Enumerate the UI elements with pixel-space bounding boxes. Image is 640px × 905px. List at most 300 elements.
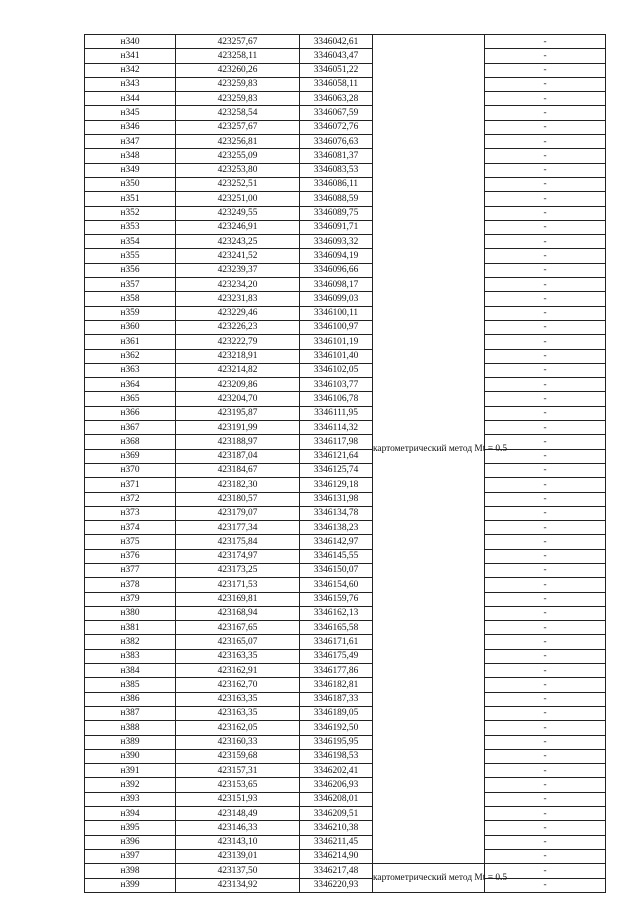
x-coordinate-cell: 423246,91: [176, 220, 300, 234]
table-row: [85, 177, 606, 191]
point-name-cell: н382: [85, 635, 176, 649]
y-coordinate-cell: 3346106,78: [300, 392, 373, 406]
point-name-cell: н349: [85, 163, 176, 177]
table-row: [85, 192, 606, 206]
table-row: [85, 664, 606, 678]
y-coordinate-cell: 3346111,95: [300, 406, 373, 420]
table-row: [85, 320, 606, 334]
point-name-cell: н371: [85, 478, 176, 492]
y-coordinate-cell: 3346214,90: [300, 849, 373, 863]
x-coordinate-cell: 423255,09: [176, 149, 300, 163]
note-cell: -: [485, 177, 606, 191]
y-coordinate-cell: 3346208,01: [300, 792, 373, 806]
x-coordinate-cell: 423134,92: [176, 878, 300, 892]
table-row: [85, 378, 606, 392]
note-cell: -: [485, 35, 606, 49]
x-coordinate-cell: 423253,80: [176, 163, 300, 177]
point-name-cell: н360: [85, 320, 176, 334]
note-cell: -: [485, 77, 606, 91]
table-row: [85, 120, 606, 134]
x-coordinate-cell: 423171,53: [176, 578, 300, 592]
x-coordinate-cell: 423163,35: [176, 706, 300, 720]
note-cell: -: [485, 835, 606, 849]
point-name-cell: н363: [85, 363, 176, 377]
point-name-cell: н399: [85, 878, 176, 892]
note-cell: -: [485, 421, 606, 435]
point-name-cell: н341: [85, 49, 176, 63]
point-name-cell: н376: [85, 549, 176, 563]
note-cell: -: [485, 406, 606, 420]
table-row: [85, 363, 606, 377]
table-row: [85, 406, 606, 420]
y-coordinate-cell: 3346102,05: [300, 363, 373, 377]
x-coordinate-cell: 423251,00: [176, 192, 300, 206]
x-coordinate-cell: 423160,33: [176, 735, 300, 749]
note-cell: -: [485, 521, 606, 535]
x-coordinate-cell: 423163,35: [176, 692, 300, 706]
y-coordinate-cell: 3346220,93: [300, 878, 373, 892]
x-coordinate-cell: 423175,84: [176, 535, 300, 549]
note-cell: -: [485, 621, 606, 635]
note-cell: -: [485, 92, 606, 106]
x-coordinate-cell: 423260,26: [176, 63, 300, 77]
table-row: [85, 721, 606, 735]
note-cell: -: [485, 635, 606, 649]
note-cell: -: [485, 807, 606, 821]
note-cell: -: [485, 163, 606, 177]
table-row: [85, 492, 606, 506]
coordinates-table-body: [85, 35, 606, 893]
table-row: [85, 635, 606, 649]
note-cell: -: [485, 292, 606, 306]
point-name-cell: н384: [85, 664, 176, 678]
y-coordinate-cell: 3346192,50: [300, 721, 373, 735]
note-cell: -: [485, 778, 606, 792]
x-coordinate-cell: 423168,94: [176, 606, 300, 620]
y-coordinate-cell: 3346099,03: [300, 292, 373, 306]
note-cell: -: [485, 792, 606, 806]
table-row: [85, 63, 606, 77]
y-coordinate-cell: 3346162,13: [300, 606, 373, 620]
note-cell: -: [485, 249, 606, 263]
table-row: [85, 592, 606, 606]
point-name-cell: н374: [85, 521, 176, 535]
table-row: [85, 92, 606, 106]
point-name-cell: н388: [85, 721, 176, 735]
note-cell: -: [485, 478, 606, 492]
y-coordinate-cell: 3346165,58: [300, 621, 373, 635]
y-coordinate-cell: 3346206,93: [300, 778, 373, 792]
note-cell: -: [485, 749, 606, 763]
y-coordinate-cell: 3346103,77: [300, 378, 373, 392]
y-coordinate-cell: 3346211,45: [300, 835, 373, 849]
point-name-cell: н378: [85, 578, 176, 592]
y-coordinate-cell: 3346117,98: [300, 435, 373, 449]
y-coordinate-cell: 3346210,38: [300, 821, 373, 835]
note-cell: -: [485, 106, 606, 120]
table-row: [85, 535, 606, 549]
note-cell: -: [485, 263, 606, 277]
y-coordinate-cell: 3346101,19: [300, 335, 373, 349]
note-cell: -: [485, 63, 606, 77]
x-coordinate-cell: 423146,33: [176, 821, 300, 835]
point-name-cell: н380: [85, 606, 176, 620]
y-coordinate-cell: 3346043,47: [300, 49, 373, 63]
x-coordinate-cell: 423191,99: [176, 421, 300, 435]
x-coordinate-cell: 423243,25: [176, 235, 300, 249]
y-coordinate-cell: 3346182,81: [300, 678, 373, 692]
x-coordinate-cell: 423239,37: [176, 263, 300, 277]
point-name-cell: н359: [85, 306, 176, 320]
y-coordinate-cell: 3346187,33: [300, 692, 373, 706]
note-cell: -: [485, 192, 606, 206]
note-cell: -: [485, 449, 606, 463]
table-row: [85, 549, 606, 563]
table-row: [85, 292, 606, 306]
point-name-cell: н370: [85, 463, 176, 477]
point-name-cell: н375: [85, 535, 176, 549]
x-coordinate-cell: 423257,67: [176, 120, 300, 134]
note-cell: -: [485, 335, 606, 349]
y-coordinate-cell: 3346076,63: [300, 135, 373, 149]
point-name-cell: н392: [85, 778, 176, 792]
note-cell: -: [485, 463, 606, 477]
y-coordinate-cell: 3346083,53: [300, 163, 373, 177]
y-coordinate-cell: 3346093,32: [300, 235, 373, 249]
point-name-cell: н345: [85, 106, 176, 120]
point-name-cell: н346: [85, 120, 176, 134]
x-coordinate-cell: 423173,25: [176, 563, 300, 577]
x-coordinate-cell: 423179,07: [176, 506, 300, 520]
table-row: [85, 306, 606, 320]
point-name-cell: н344: [85, 92, 176, 106]
y-coordinate-cell: 3346217,48: [300, 864, 373, 878]
table-row: [85, 49, 606, 63]
table-row: [85, 335, 606, 349]
note-cell: -: [485, 735, 606, 749]
point-name-cell: н367: [85, 421, 176, 435]
x-coordinate-cell: 423234,20: [176, 278, 300, 292]
y-coordinate-cell: 3346131,98: [300, 492, 373, 506]
x-coordinate-cell: 423259,83: [176, 92, 300, 106]
point-name-cell: н357: [85, 278, 176, 292]
table-row: [85, 792, 606, 806]
note-cell: -: [485, 206, 606, 220]
y-coordinate-cell: 3346067,59: [300, 106, 373, 120]
point-name-cell: н356: [85, 263, 176, 277]
table-row: [85, 421, 606, 435]
x-coordinate-cell: 423165,07: [176, 635, 300, 649]
x-coordinate-cell: 423167,65: [176, 621, 300, 635]
point-name-cell: н383: [85, 649, 176, 663]
table-row: [85, 392, 606, 406]
table-row: [85, 563, 606, 577]
y-coordinate-cell: 3346089,75: [300, 206, 373, 220]
table-row: [85, 149, 606, 163]
note-cell: -: [485, 535, 606, 549]
point-name-cell: н396: [85, 835, 176, 849]
table-row: [85, 807, 606, 821]
table-row: [85, 106, 606, 120]
note-cell: -: [485, 849, 606, 863]
table-row: [85, 206, 606, 220]
table-row: [85, 463, 606, 477]
table-row: [85, 764, 606, 778]
x-coordinate-cell: 423259,83: [176, 77, 300, 91]
note-cell: -: [485, 492, 606, 506]
table-row: [85, 263, 606, 277]
note-cell: -: [485, 649, 606, 663]
table-row: [85, 506, 606, 520]
note-cell: -: [485, 592, 606, 606]
note-cell: -: [485, 306, 606, 320]
x-coordinate-cell: 423139,01: [176, 849, 300, 863]
point-name-cell: н368: [85, 435, 176, 449]
point-name-cell: н361: [85, 335, 176, 349]
point-name-cell: н398: [85, 864, 176, 878]
x-coordinate-cell: 423249,55: [176, 206, 300, 220]
y-coordinate-cell: 3346209,51: [300, 807, 373, 821]
y-coordinate-cell: 3346114,32: [300, 421, 373, 435]
note-cell: -: [485, 378, 606, 392]
note-cell: -: [485, 721, 606, 735]
point-name-cell: н350: [85, 177, 176, 191]
point-name-cell: н397: [85, 849, 176, 863]
note-cell: -: [485, 363, 606, 377]
y-coordinate-cell: 3346091,71: [300, 220, 373, 234]
x-coordinate-cell: 423162,05: [176, 721, 300, 735]
table-row: [85, 235, 606, 249]
table-row: [85, 692, 606, 706]
note-cell: -: [485, 764, 606, 778]
x-coordinate-cell: 423182,30: [176, 478, 300, 492]
y-coordinate-cell: 3346086,11: [300, 177, 373, 191]
note-cell: -: [485, 578, 606, 592]
x-coordinate-cell: 423188,97: [176, 435, 300, 449]
x-coordinate-cell: 423177,34: [176, 521, 300, 535]
note-cell: -: [485, 864, 606, 878]
y-coordinate-cell: 3346072,76: [300, 120, 373, 134]
x-coordinate-cell: 423229,46: [176, 306, 300, 320]
point-name-cell: н385: [85, 678, 176, 692]
y-coordinate-cell: 3346142,97: [300, 535, 373, 549]
x-coordinate-cell: 423137,50: [176, 864, 300, 878]
y-coordinate-cell: 3346198,53: [300, 749, 373, 763]
note-cell: -: [485, 120, 606, 134]
table-row: [85, 621, 606, 635]
table-row: [85, 706, 606, 720]
table-row: [85, 878, 606, 892]
table-row: [85, 578, 606, 592]
table-row: [85, 278, 606, 292]
point-name-cell: н381: [85, 621, 176, 635]
y-coordinate-cell: 3346042,61: [300, 35, 373, 49]
note-cell: -: [485, 821, 606, 835]
x-coordinate-cell: 423180,57: [176, 492, 300, 506]
y-coordinate-cell: 3346159,76: [300, 592, 373, 606]
point-name-cell: н354: [85, 235, 176, 249]
y-coordinate-cell: 3346177,86: [300, 664, 373, 678]
x-coordinate-cell: 423148,49: [176, 807, 300, 821]
point-name-cell: н348: [85, 149, 176, 163]
x-coordinate-cell: 423214,82: [176, 363, 300, 377]
y-coordinate-cell: 3346100,11: [300, 306, 373, 320]
point-name-cell: н386: [85, 692, 176, 706]
y-coordinate-cell: 3346150,07: [300, 563, 373, 577]
x-coordinate-cell: 423204,70: [176, 392, 300, 406]
note-cell: -: [485, 135, 606, 149]
x-coordinate-cell: 423187,04: [176, 449, 300, 463]
x-coordinate-cell: 423257,67: [176, 35, 300, 49]
y-coordinate-cell: 3346088,59: [300, 192, 373, 206]
x-coordinate-cell: 423143,10: [176, 835, 300, 849]
point-name-cell: н342: [85, 63, 176, 77]
table-row: [85, 163, 606, 177]
note-cell: -: [485, 563, 606, 577]
y-coordinate-cell: 3346202,41: [300, 764, 373, 778]
table-row: [85, 521, 606, 535]
table-row: [85, 77, 606, 91]
note-cell: -: [485, 149, 606, 163]
y-coordinate-cell: 3346129,18: [300, 478, 373, 492]
note-cell: -: [485, 235, 606, 249]
y-coordinate-cell: 3346189,05: [300, 706, 373, 720]
point-name-cell: н364: [85, 378, 176, 392]
x-coordinate-cell: 423195,87: [176, 406, 300, 420]
x-coordinate-cell: 423163,35: [176, 649, 300, 663]
note-cell: -: [485, 606, 606, 620]
y-coordinate-cell: 3346154,60: [300, 578, 373, 592]
x-coordinate-cell: 423162,91: [176, 664, 300, 678]
note-cell: -: [485, 49, 606, 63]
point-name-cell: н355: [85, 249, 176, 263]
y-coordinate-cell: 3346100,97: [300, 320, 373, 334]
y-coordinate-cell: 3346101,40: [300, 349, 373, 363]
point-name-cell: н343: [85, 77, 176, 91]
table-row: [85, 220, 606, 234]
note-cell: -: [485, 392, 606, 406]
x-coordinate-cell: 423222,79: [176, 335, 300, 349]
y-coordinate-cell: 3346134,78: [300, 506, 373, 520]
x-coordinate-cell: 423231,83: [176, 292, 300, 306]
x-coordinate-cell: 423252,51: [176, 177, 300, 191]
point-name-cell: н340: [85, 35, 176, 49]
note-cell: -: [485, 549, 606, 563]
x-coordinate-cell: 423153,65: [176, 778, 300, 792]
point-name-cell: н373: [85, 506, 176, 520]
point-name-cell: н391: [85, 764, 176, 778]
note-cell: -: [485, 278, 606, 292]
x-coordinate-cell: 423169,81: [176, 592, 300, 606]
point-name-cell: н387: [85, 706, 176, 720]
point-name-cell: н389: [85, 735, 176, 749]
y-coordinate-cell: 3346063,28: [300, 92, 373, 106]
x-coordinate-cell: 423151,93: [176, 792, 300, 806]
x-coordinate-cell: 423184,67: [176, 463, 300, 477]
x-coordinate-cell: 423162,70: [176, 678, 300, 692]
note-cell: -: [485, 678, 606, 692]
y-coordinate-cell: 3346096,66: [300, 263, 373, 277]
point-name-cell: н369: [85, 449, 176, 463]
note-cell: -: [485, 706, 606, 720]
table-row: [85, 249, 606, 263]
point-name-cell: н362: [85, 349, 176, 363]
table-row: [85, 749, 606, 763]
point-name-cell: н390: [85, 749, 176, 763]
y-coordinate-cell: 3346125,74: [300, 463, 373, 477]
table-row: [85, 35, 606, 49]
y-coordinate-cell: 3346175,49: [300, 649, 373, 663]
table-row: [85, 478, 606, 492]
note-cell: -: [485, 506, 606, 520]
y-coordinate-cell: 3346138,23: [300, 521, 373, 535]
point-name-cell: н395: [85, 821, 176, 835]
x-coordinate-cell: 423209,86: [176, 378, 300, 392]
point-name-cell: н351: [85, 192, 176, 206]
table-row: [85, 778, 606, 792]
x-coordinate-cell: 423174,97: [176, 549, 300, 563]
x-coordinate-cell: 423258,54: [176, 106, 300, 120]
coordinates-table: [84, 34, 606, 893]
y-coordinate-cell: 3346121,64: [300, 449, 373, 463]
y-coordinate-cell: 3346145,55: [300, 549, 373, 563]
table-row: [85, 835, 606, 849]
note-cell: -: [485, 664, 606, 678]
note-cell: -: [485, 349, 606, 363]
point-name-cell: н377: [85, 563, 176, 577]
point-name-cell: н394: [85, 807, 176, 821]
point-name-cell: н365: [85, 392, 176, 406]
table-row: [85, 435, 606, 449]
x-coordinate-cell: 423241,52: [176, 249, 300, 263]
method-cell: картометрический метод Mt = 0.5: [373, 35, 485, 864]
note-cell: -: [485, 320, 606, 334]
table-row: [85, 849, 606, 863]
method-cell-last: картометрический метод Mt = 0.5: [373, 864, 485, 893]
x-coordinate-cell: 423218,91: [176, 349, 300, 363]
table-row: [85, 449, 606, 463]
y-coordinate-cell: 3346195,95: [300, 735, 373, 749]
table-row: [85, 735, 606, 749]
x-coordinate-cell: 423226,23: [176, 320, 300, 334]
y-coordinate-cell: 3346051,22: [300, 63, 373, 77]
table-row: [85, 678, 606, 692]
table-row: [85, 349, 606, 363]
y-coordinate-cell: 3346098,17: [300, 278, 373, 292]
y-coordinate-cell: 3346171,61: [300, 635, 373, 649]
note-cell: -: [485, 692, 606, 706]
x-coordinate-cell: 423159,68: [176, 749, 300, 763]
table-row: [85, 606, 606, 620]
note-cell: -: [485, 878, 606, 892]
y-coordinate-cell: 3346081,37: [300, 149, 373, 163]
point-name-cell: н366: [85, 406, 176, 420]
x-coordinate-cell: 423256,81: [176, 135, 300, 149]
table-row: [85, 135, 606, 149]
table-row: [85, 649, 606, 663]
point-name-cell: н353: [85, 220, 176, 234]
point-name-cell: н358: [85, 292, 176, 306]
point-name-cell: н352: [85, 206, 176, 220]
point-name-cell: н372: [85, 492, 176, 506]
x-coordinate-cell: 423157,31: [176, 764, 300, 778]
table-row: [85, 864, 606, 878]
point-name-cell: н347: [85, 135, 176, 149]
note-cell: -: [485, 435, 606, 449]
note-cell: -: [485, 220, 606, 234]
point-name-cell: н393: [85, 792, 176, 806]
table-row: [85, 821, 606, 835]
